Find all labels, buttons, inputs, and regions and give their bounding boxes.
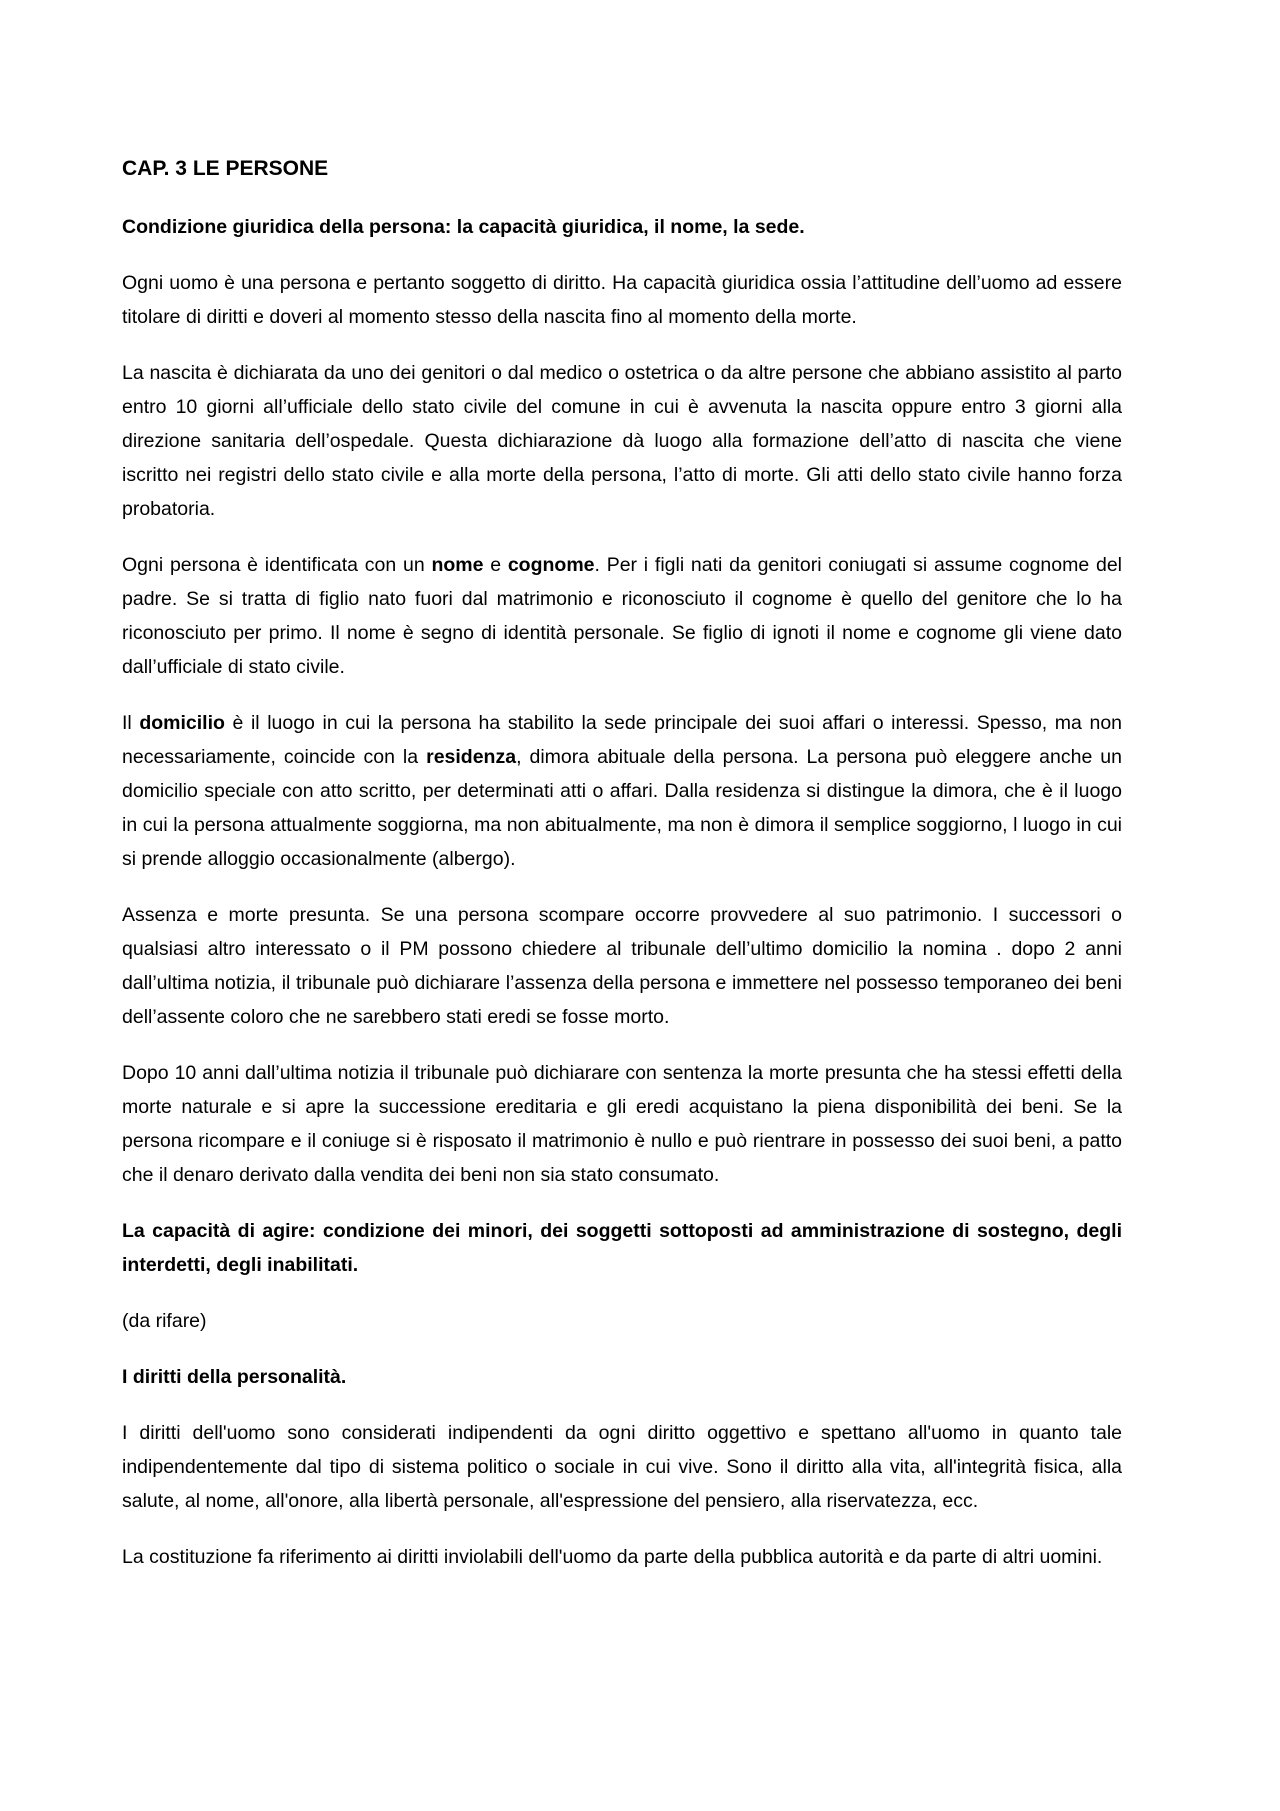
section-heading-personality-rights: I diritti della personalità. bbox=[122, 1366, 347, 1388]
document-page bbox=[122, 152, 1122, 1596]
paragraph-presumed-death: Dopo 10 anni dall’ultima notizia il tribunale può dichiarare con sentenza la morte presunta che ha stessi effetti della morte naturale e si apre la successione ereditaria e gli eredi acquistano la piena disponibilità dei beni. Se la persona ricompare e il coniuge si è risposato il matrimonio è nullo e può rientrare in possesso dei suoi beni, a patto che il denaro derivato dalla vendita dei beni non sia stato consumato. bbox=[122, 1062, 1122, 1186]
paragraph-human-rights: I diritti dell'uomo sono considerati indipendenti da ogni diritto oggettivo e spettano all'uomo in quanto tale indipendentemente dal tipo di sistema politico o sociale in cui vive. Sono il diritto alla vita, all'integrità fisica, alla salute, al nome, all'onore, alla libertà personale, all'espressione del pensiero, alla riservatezza, ecc. bbox=[122, 1422, 1122, 1512]
chapter-title: CAP. 3 LE PERSONE bbox=[122, 157, 329, 180]
text-run: , dimora abituale della persona. La persona può eleggere anche un domicilio speciale con atto scritto, per determinati atti o affari. Dalla residenza si distingue la dimora, che è il luogo in cui la persona attualmente soggiorna, ma non abitualmente, ma non è dimora il semplice soggiorno, l luogo in cui si prende alloggio occasionalmente (albergo). bbox=[122, 746, 1122, 870]
bold-term-residenza: residenza bbox=[426, 746, 517, 768]
paragraph-birth-declaration: La nascita è dichiarata da uno dei genitori o dal medico o ostetrica o da altre persone che abbiano assistito al parto entro 10 giorni all’ufficiale dello stato civile del comune in cui è avvenuta la nascita oppure entro 3 giorni alla direzione sanitaria dell’ospedale. Questa dichiarazione dà luogo alla formazione dell’atto di nascita che viene iscritto nei registri dello stato civile e alla morte della persona, l’atto di morte. Gli atti dello stato civile hanno forza probatoria. bbox=[122, 362, 1122, 520]
bold-term-nome: nome bbox=[431, 554, 484, 576]
paragraph-absence: Assenza e morte presunta. Se una persona scompare occorre provvedere al suo patrimonio. I successori o qualsiasi altro interessato o il PM possono chiedere al tribunale dell’ultimo domicilio la nomina . dopo 2 anni dall’ultima notizia, il tribunale può dichiarare l’assenza della persona e immettere nel possesso temporaneo dei beni dell’assente coloro che ne sarebbero stati eredi se fosse morto. bbox=[122, 904, 1122, 1028]
paragraph-name-surname bbox=[122, 548, 1122, 684]
text-run: . Per i figli nati da genitori coniugati si assume cognome del padre. Se si tratta di figlio nato fuori dal matrimonio e riconosciuto il cognome è quello del genitore che lo ha riconosciuto per primo. Il nome è segno di identità personale. Se figlio di ignoti il nome e cognome gli viene dato dall’ufficiale di stato civile. bbox=[122, 554, 1122, 678]
bold-term-domicilio: domicilio bbox=[139, 712, 225, 734]
text-run: e bbox=[483, 554, 508, 576]
bold-term-cognome: cognome bbox=[507, 554, 595, 576]
paragraph-legal-capacity: Ogni uomo è una persona e pertanto soggetto di diritto. Ha capacità giuridica ossia l’attitudine dell’uomo ad essere titolare di diritti e doveri al momento stesso della nascita fino al momento della morte. bbox=[122, 272, 1122, 328]
paragraph-to-redo: (da rifare) bbox=[122, 1310, 207, 1332]
section-heading-capacity-to-act: La capacità di agire: condizione dei minori, dei soggetti sottoposti ad amministrazione di sostegno, degli interdetti, degli inabilitati. bbox=[122, 1220, 1122, 1276]
paragraph-domicile bbox=[122, 706, 1122, 876]
text-run: è il luogo in cui la persona ha stabilito la sede principale dei suoi affari o interessi. Spesso, ma non necessariamente, coincide con la bbox=[122, 712, 1123, 768]
paragraph-constitution: La costituzione fa riferimento ai diritti inviolabili dell'uomo da parte della pubblica autorità e da parte di altri uomini. bbox=[122, 1546, 1103, 1568]
text-run: Il bbox=[122, 712, 140, 734]
section-heading-legal-condition: Condizione giuridica della persona: la capacità giuridica, il nome, la sede. bbox=[122, 216, 805, 238]
text-run: Ogni persona è identificata con un bbox=[122, 554, 432, 576]
